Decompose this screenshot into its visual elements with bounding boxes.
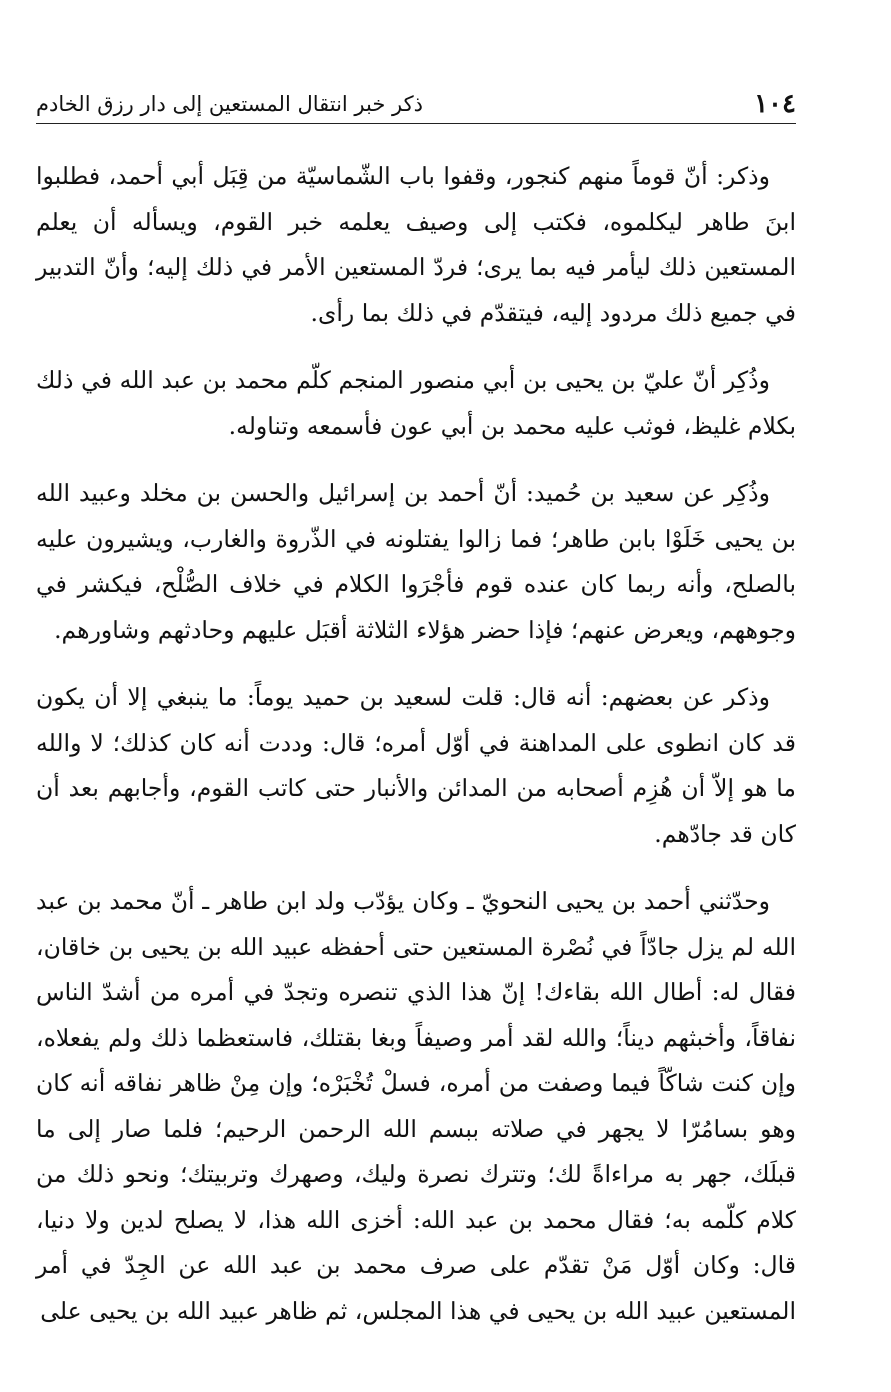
paragraph: وذُكِر أنّ عليّ بن يحيى بن أبي منصور المنجم كلّم محمد بن عبد الله في ذلك بكلام غليظ، فوثب عليه محمد بن أبي عون فأسمعه وتناوله. [36, 366, 796, 440]
paragraph: وذكر: أنّ قوماً منهم كنجور، وقفوا باب الشّماسيّة من قِبَل أبي أحمد، فطلبوا ابنَ طاهر ليكلموه، فكتب إلى وصيف يعلمه خبر القوم، ويسأله أن يعلم المستعين ذلك ليأمر فيه بما يرى؛ فردّ المستعين الأمر في ذلك إليه؛ وأنّ التدبير في جميع ذلك مردود إليه، فيتقدّم في ذلك بما رأى. [36, 162, 796, 327]
paragraph: وحدّثني أحمد بن يحيى النحويّ ـ وكان يؤدّب ولد ابن طاهر ـ أنّ محمد بن عبد الله لم يزل جادّاً في نُصْرة المستعين حتى أحفظه عبيد الله بن يحيى بن خاقان، فقال له: أطال الله بقاءك! إنّ هذا الذي تنصره وتجدّ في أمره من أشدّ الناس نفاقاً، وأخبثهم ديناً؛ والله لقد أمر وصيفاً وبغا بقتلك، فاستعظما ذلك ولم يفعلاه، وإن كنت شاكّاً فيما وصفت من أمره، فسلْ تُخْبَرْه؛ وإن مِنْ ظاهر نفاقه أنه كان وهو بسامُرّا لا يجهر في صلاته ببسم الله الرحمن الرحيم؛ فلما صار إلى ما قبلَك، جهر به مراءاةً لك؛ وتترك نصرة وليك، وصهرك وتربيتك؛ ونحو ذلك من كلام كلّمه به؛ فقال محمد بن عبد الله: أخزى الله هذا، لا يصلح لدين ولا دنيا، قال: وكان أوّل مَنْ تقدّم على صرف محمد بن عبد الله عن الجِدّ في أمر المستعين عبيد الله بن يحيى في هذا المجلس، ثم ظاهر عبيد الله بن يحيى على [36, 887, 796, 1325]
running-header [36, 82, 796, 124]
page-number: ١٠٤ [754, 89, 796, 119]
paragraph: وذُكِر عن سعيد بن حُميد: أنّ أحمد بن إسرائيل والحسن بن مخلد وعبيد الله بن يحيى خَلَوْا بابن طاهر؛ فما زالوا يفتلونه في الذّروة والغارب، ويشيرون عليه بالصلح، وأنه ربما كان عنده قوم فأجْرَوا الكلام في خلاف الصُّلْح، فيكشر في وجوههم، ويعرض عنهم؛ فإذا حضر هؤلاء الثلاثة أقبَل عليهم وحادثهم وشاورهم. [36, 479, 796, 644]
paragraph: وذكر عن بعضهم: أنه قال: قلت لسعيد بن حميد يوماً: ما ينبغي إلا أن يكون قد كان انطوى على المداهنة في أوّل أمره؛ قال: وددت أنه كان كذلك؛ لا والله ما هو إلاّ أن هُزِم أصحابه من المدائن والأنبار حتى كاتب القوم، وأجابهم بعد أن كان قد جادّهم. [36, 683, 796, 848]
running-title: ذكر خبر انتقال المستعين إلى دار رزق الخادم [36, 92, 423, 116]
body-text [36, 154, 796, 1334]
book-page [36, 82, 796, 1372]
